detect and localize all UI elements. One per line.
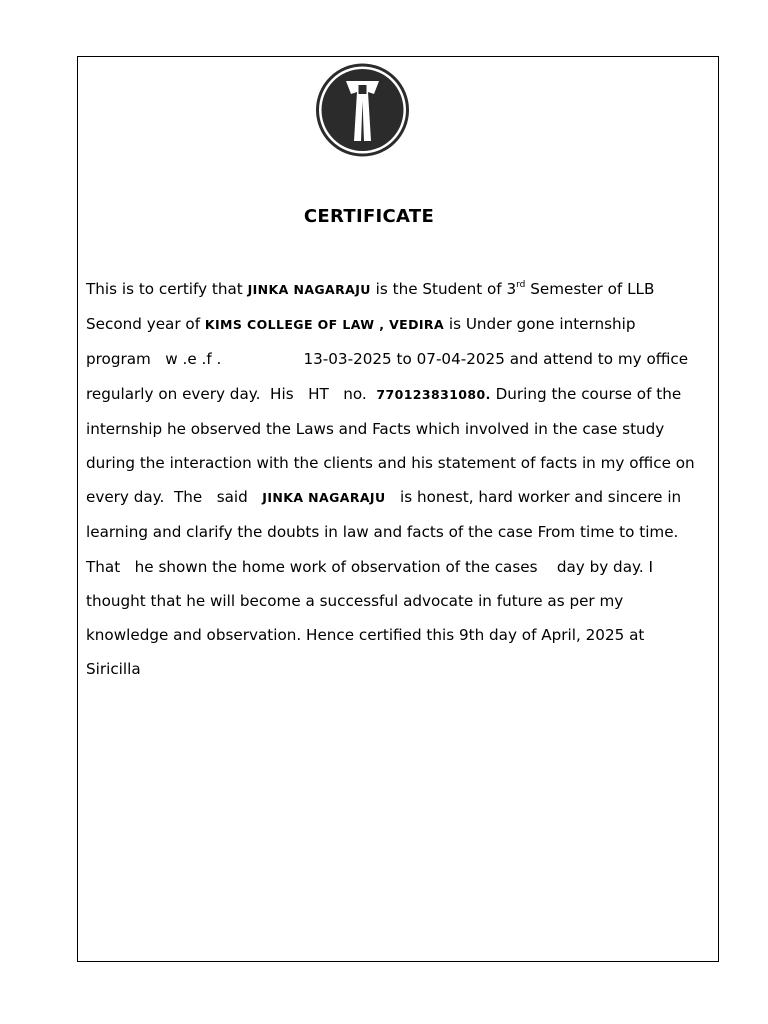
place-line: Siricilla	[86, 660, 141, 679]
body-line: learning and clarify the doubts in law and facts of the case From time to time.	[86, 523, 679, 542]
body-line: during the interaction with the clients and his statement of facts in my office on	[86, 454, 695, 473]
college-name: KIMS COLLEGE OF LAW , VEDIRA	[204, 317, 445, 333]
advocate-emblem-icon	[316, 61, 409, 159]
body-line: This is to certify that JINKA NAGARAJU is the Student of 3rd Semester of LLB	[86, 280, 655, 298]
body-line: program w .e .f . 13-03-2025 to 07-04-2025 and attend to my office	[86, 350, 689, 369]
body-line: knowledge and observation. Hence certified this 9th day of April, 2025 at	[86, 626, 645, 645]
body-line: regularly on every day. His HT no. 770123831080. During the course of the	[86, 384, 682, 403]
body-line: Second year of KIMS COLLEGE OF LAW , VEDIRA is Under gone internship	[86, 315, 636, 334]
certificate-body	[86, 272, 716, 686]
body-line: That he shown the home work of observation of the cases day by day. I	[86, 557, 653, 576]
body-line: thought that he will become a successful advocate in future as per my	[86, 591, 624, 610]
certificate-title: CERTIFICATE	[303, 206, 435, 227]
body-line: internship he observed the Laws and Facts which involved in the case study	[86, 419, 665, 438]
body-line: every day. The said JINKA NAGARAJU is honest, hard worker and sincere in	[86, 488, 682, 507]
ht-number: 770123831080.	[376, 386, 491, 402]
student-name: JINKA NAGARAJU	[247, 282, 371, 297]
student-name: JINKA NAGARAJU	[262, 490, 386, 506]
semester-suffix: rd	[516, 280, 526, 290]
semester-number: 3	[506, 280, 517, 298]
